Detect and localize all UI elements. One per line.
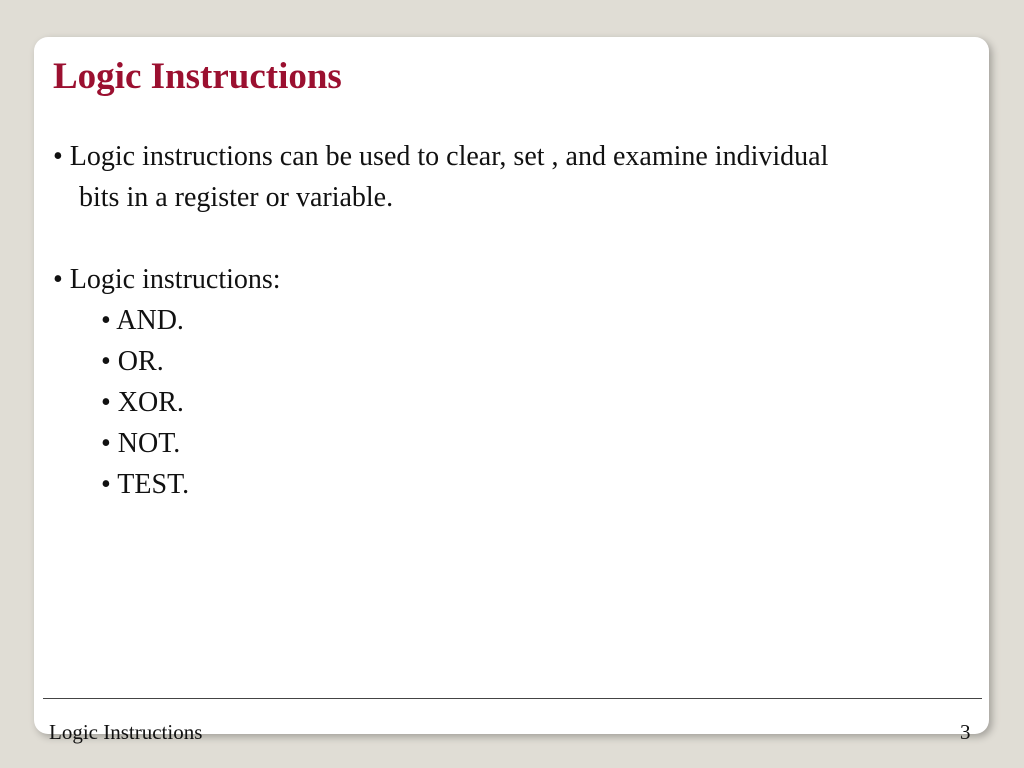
subitem-and: • AND.: [101, 305, 184, 336]
slide-number: 3: [960, 720, 971, 744]
paragraph-gap: [53, 218, 828, 259]
bullet-2: • Logic instructions:: [53, 264, 281, 295]
footer-title: Logic Instructions: [49, 720, 203, 744]
bullet-1-line-2: bits in a register or variable.: [79, 182, 394, 213]
subitem-test: • TEST.: [101, 469, 190, 500]
bullet-1-line-1: • Logic instructions can be used to clear, set , and examine individual: [53, 141, 829, 172]
footer-divider: [43, 698, 982, 699]
slide-title: Logic Instructions: [53, 56, 342, 97]
slide-body: [53, 136, 828, 505]
subitem-not: • NOT.: [101, 428, 181, 459]
subitem-or: • OR.: [101, 346, 164, 377]
subitem-xor: • XOR.: [101, 387, 184, 418]
